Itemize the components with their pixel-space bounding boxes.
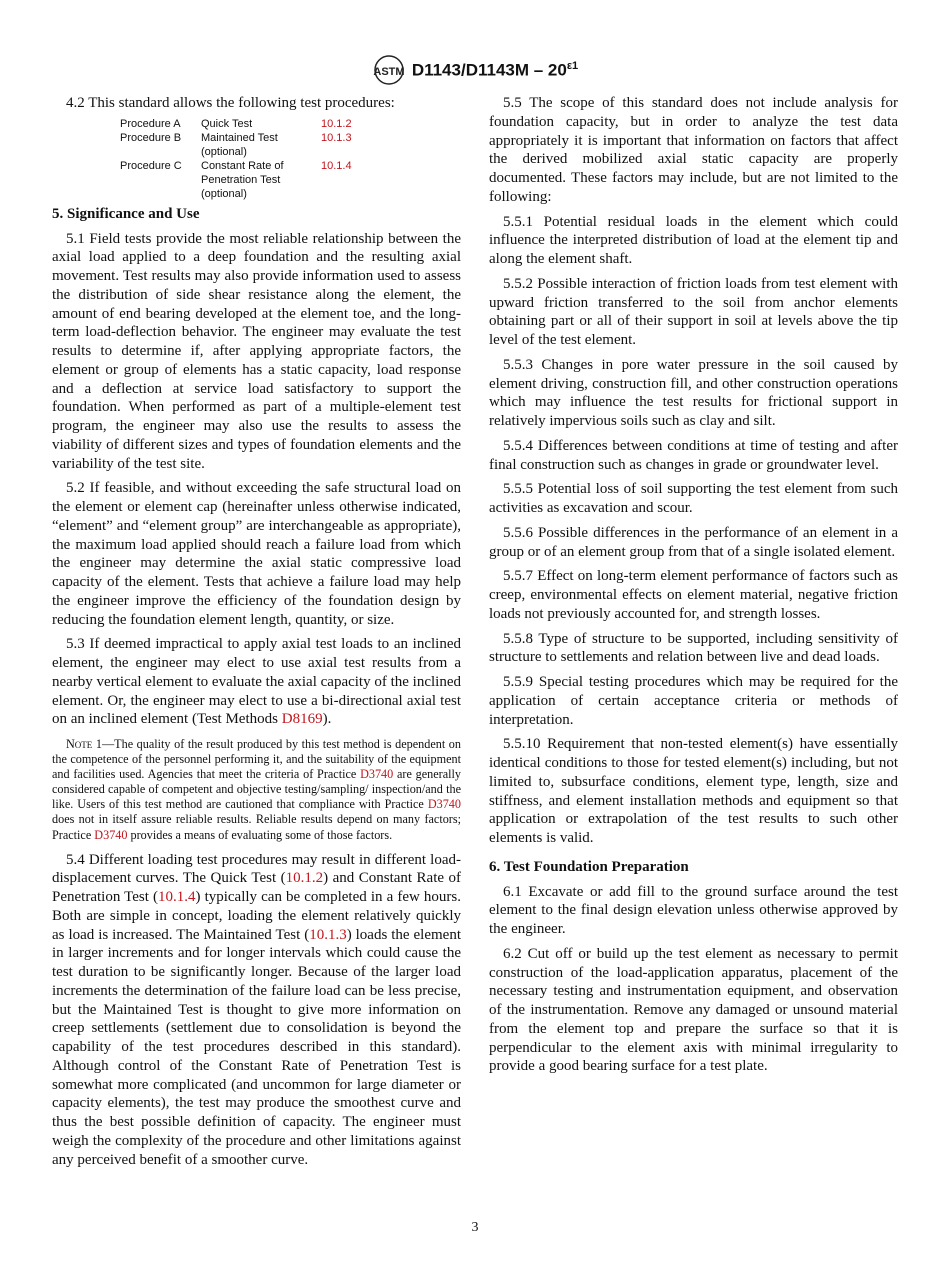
text-run: are generally considered capable of competent and objective testing/sampling/ inspection/and the like. Users of this test method are cautioned that compliance with Practice	[52, 767, 462, 812]
paragraph	[489, 275, 898, 350]
section-5-5-paragraphs	[489, 94, 898, 848]
paragraph	[489, 524, 898, 562]
procedure-name: Procedure B	[120, 131, 182, 144]
note-label: Note	[66, 737, 93, 751]
text-run: 5.5.9 Special testing procedures which may be required for the application of certain acceptance criteria or methods of interpretation.	[489, 674, 898, 728]
text-run: ) typically can be completed in a few hours. Both are simple in concept, loading the element relatively quickly as load is increased. The Maintained Test (	[52, 889, 461, 943]
page-header	[0, 54, 950, 86]
paragraph	[52, 479, 461, 629]
text-run: ) loads the element in larger increments and for longer intervals which could cause the test duration to be significantly longer. Because of the larger load increments the determination of the failure load can be less precise, but the Maintained Test is thought to give more information on creep settlements (settlement due to consolidation is beyond the capability of the test procedures described in this standard). Although control of the Constant Rate of Penetration Test is somewhat more complicated (and uncommon for large diameter or capacity elements), the test may produce the smoothest curve and thus the best possible definition of capacity. The engineer must weigh the complexity of the procedure and other limitations against any perceived benefit of a smoother curve.	[52, 926, 461, 1168]
text-run: 5.5.8 Type of structure to be supported, including sensitivity of structure to settlements and relation between live and dead loads.	[489, 630, 898, 666]
cross-reference-link[interactable]: D3740	[427, 797, 461, 812]
cross-reference-link[interactable]: 10.1.4	[157, 889, 196, 906]
paragraph	[489, 567, 898, 623]
paragraph	[489, 630, 898, 668]
procedure-test: Quick Test	[201, 117, 253, 130]
text-run: 6.1 Excavate or add fill to the ground surface around the test element to the final design elevation unless otherwise approved by the engineer.	[489, 883, 898, 937]
document-designation: $D1143/D1143M - 20^{\varepsilon 1}$	[411, 59, 579, 80]
text-run: 5.5.5 Potential loss of soil supporting the test element from such activities as excavation and scour.	[489, 481, 898, 516]
section-5-heading: 5. Significance and Use	[52, 205, 200, 222]
text-run: 5.1 Field tests provide the most reliable relationship between the axial load applied to a deep foundation and the resulting axial movement. Test results may also provide information used to assess the distribution of side shear resistance along the element, the amount of end bearing developed at the element toe, and the long-term load-deflection behavior. The engineer may evaluate the test results to determine if, after applying appropriate factors, the element or group of elements has a static capacity, load response and a deflection at service load satisfactory to support the foundation. When performed as part of a multiple-element test program, the engineer may also use the results to assess the viability of different sizes and types of foundation elements and the variability of the test site.	[52, 230, 461, 472]
paragraph	[52, 635, 461, 729]
cross-reference-link[interactable]: 10.1.3	[309, 926, 347, 943]
paragraph	[489, 213, 898, 269]
procedures-table	[120, 117, 352, 201]
text-run: 5.4 Different loading test procedures may result in different load-displacement curves. The Quick Test (	[52, 851, 461, 887]
paragraph	[489, 883, 898, 939]
procedure-test: Maintained Test (optional)	[201, 131, 278, 158]
procedure-row	[120, 159, 352, 201]
paragraph	[489, 437, 898, 475]
text-run: 6.2 Cut off or build up the test element as necessary to permit construction of the load-application apparatus, placement of the necessary testing and instrumentation equipment, and observation of the instrumentation. Remove any damaged or unsound material from the element top and prepare the surface so that it is perpendicular to the element axis with minimal irregularity to provide a good bearing surface for a test plate.	[489, 945, 898, 1075]
procedure-name: Procedure A	[120, 117, 181, 130]
cross-reference-link[interactable]: 10.1.2	[285, 870, 324, 887]
text-run: provides a means of evaluating some of those factors.	[127, 827, 393, 842]
paragraph	[52, 851, 461, 1170]
text-run: 1—The quality of the result produced by this test method is dependent on the competence of the personnel performing it, and the suitability of the equipment and facilities used. Agencies that meet the criteria of Practice	[52, 737, 461, 782]
text-run: 5.5.7 Effect on long-term element performance of factors such as creep, environmental effects on element material, negative friction loads not previously accounted for, and strength losses.	[489, 568, 898, 622]
section-6-heading: 6. Test Foundation Preparation	[489, 858, 689, 875]
note-1	[52, 737, 461, 843]
procedure-name: Procedure C	[120, 159, 182, 172]
paragraph	[489, 356, 898, 431]
procedure-test: Constant Rate of Penetration Test (optional)	[201, 159, 284, 200]
section-6-paragraphs	[489, 883, 898, 1077]
text-run: ).	[322, 711, 332, 728]
procedure-ref-link[interactable]: 10.1.2	[321, 117, 352, 130]
paragraph	[52, 230, 461, 474]
paragraph	[489, 94, 898, 207]
text-run: 5.5.6 Possible differences in the performance of an element in a group or of an element group from that of a single isolated element.	[489, 524, 898, 560]
left-column	[52, 94, 461, 1175]
astm-logo-icon	[372, 54, 406, 86]
procedure-row	[120, 117, 352, 131]
right-column	[489, 94, 898, 1082]
text-run: does not in itself assure reliable results. Reliable results depend on many factors; Practice	[52, 812, 461, 842]
cross-reference-link[interactable]: D3740	[94, 827, 128, 842]
text-run: 5.5 The scope of this standard does not include analysis for foundation capacity, but in order to analyze the test data appropriately it is important that information on factors that affect the derived mobilized axial static capacity are properly documented. These factors may include, but are not limited to the following:	[489, 95, 898, 205]
paragraph	[489, 480, 898, 518]
text-run: 5.5.1 Potential residual loads in the element which could influence the interpreted distribution of load at the element tip and along the element shaft.	[489, 213, 898, 267]
text-run: 5.2 If feasible, and without exceeding the safe structural load on the element or element cap (hereinafter unless otherwise indicated, “element” and “element group” are interchangeable as appropriate), the maximum load applied should reach a failure load from which the engineer may determine the axial static compressive load capacity of the element. Tests that achieve a failure load may help the engineer improve the efficiency of the foundation design by reducing the foundation element length, quantity, or size.	[52, 480, 461, 628]
page-number: 3	[471, 1220, 479, 1235]
text-run: ) and Constant Rate of Penetration Test (	[52, 870, 461, 906]
paragraph	[489, 735, 898, 848]
text-run: 5.5.2 Possible interaction of friction loads from test element with upward friction transferred to the soil from anchor elements obtaining part or all of their support in soil at levels above the tip level of the test element.	[489, 275, 898, 348]
paragraph	[489, 945, 898, 1076]
procedure-ref-link[interactable]: 10.1.4	[321, 159, 352, 172]
paragraph	[489, 673, 898, 729]
cross-reference-link[interactable]: D8169	[281, 711, 323, 728]
procedure-row	[120, 131, 352, 159]
text-run: 5.5.3 Changes in pore water pressure in the soil caused by element driving, construction fill, and other construction operations which may influence the test results for frictional support in relatively impervious soils such as clay and silt.	[489, 356, 898, 429]
section-5-paragraphs-a	[52, 230, 461, 730]
svg-text:ASTM: ASTM	[373, 66, 405, 78]
cross-reference-link[interactable]: D3740	[360, 767, 394, 782]
procedure-ref-link[interactable]: 10.1.3	[321, 131, 352, 144]
text-run: 5.3 If deemed impractical to apply axial test loads to an inclined element, the engineer may elect to use axial test results from a nearby vertical element to evaluate the axial capacity of the inclined element. Or, the engineer may elect to use a bi-directional axial test on an inclined element (Test Methods	[52, 636, 461, 728]
text-run: 5.5.4 Differences between conditions at time of testing and after final construction such as changes in grade or groundwater level.	[489, 437, 898, 473]
text-run: 5.5.10 Requirement that non-tested element(s) have essentially identical conditions to those for tested element(s) including, but not limited to, subsurface conditions, element type, length, size and stiffness, and element installation methods and equipment so that application or extrapolation of the test results to such other elements is valid.	[489, 736, 898, 846]
paragraph-4-2: 4.2 This standard allows the following test procedures:	[66, 95, 395, 111]
section-5-paragraphs-b	[52, 851, 461, 1170]
